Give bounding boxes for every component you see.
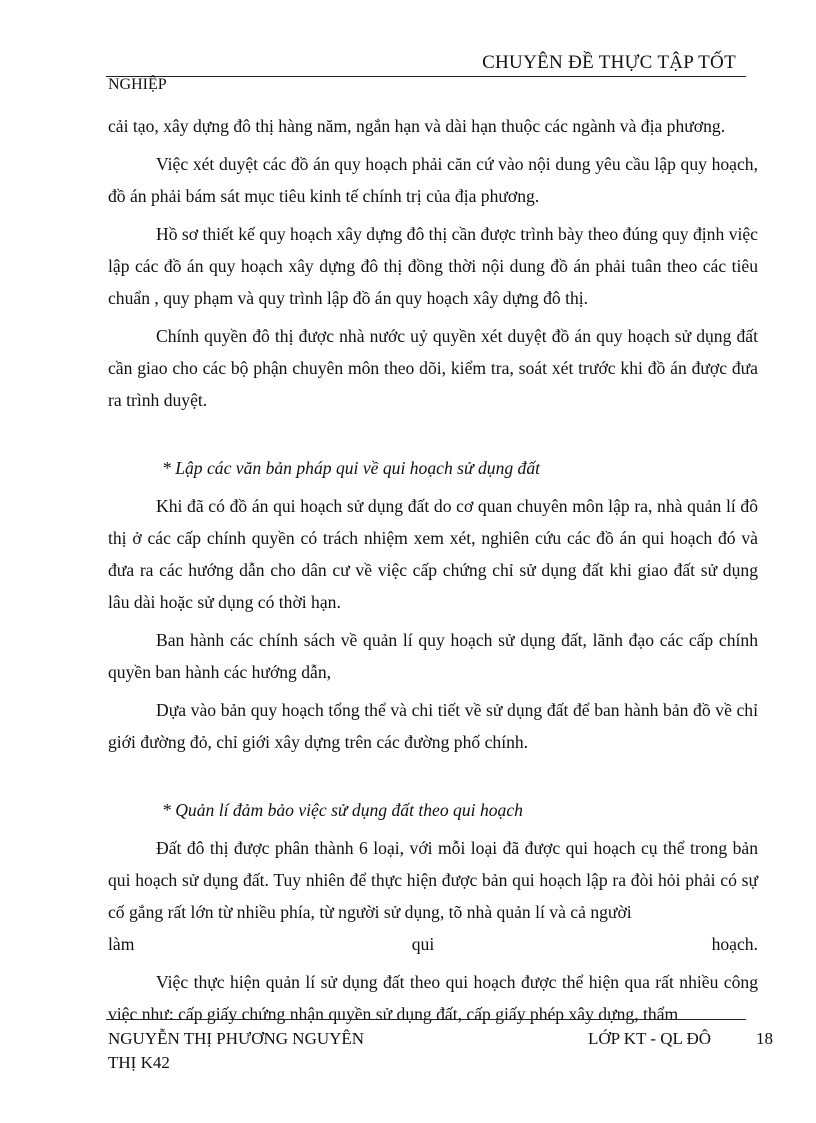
- section-heading-legal-documents: * Lập các văn bản pháp qui về qui hoạch sử dụng đất: [162, 458, 541, 478]
- footer-author-line-2: THỊ K42: [108, 1053, 170, 1072]
- paragraph-4: Chính quyền đô thị được nhà nước uỷ quyền xét duyệt đồ án quy hoạch sử dụng đất cần giao cho các bộ phận chuyên môn theo dõi, kiểm tra, soát xét trước khi đồ án được đưa ra trình duyệt.: [108, 326, 758, 410]
- paragraph-9: Việc thực hiện quản lí sử dụng đất theo qui hoạch được thể hiện qua rất nhiều công việc như: cấp giấy chứng nhận quyền sử dụng đất, cấp giấy phép xây dựng, thẩm: [108, 972, 758, 1024]
- paragraph-1: cải tạo, xây dựng đô thị hàng năm, ngắn hạn và dài hạn thuộc các ngành và địa phương.: [108, 116, 726, 136]
- footer-class: LỚP KT - QL ĐÔ: [588, 1029, 712, 1048]
- paragraph-2: Việc xét duyệt các đồ án quy hoạch phải căn cứ vào nội dung yêu cầu lập quy hoạch, đồ án phải bám sát mục tiêu kinh tế chính trị của địa phương.: [108, 154, 758, 206]
- header-title-continuation: NGHIỆP: [108, 76, 167, 93]
- paragraph-7: Dựa vào bản quy hoạch tổng thể và chi tiết về sử dụng đất để ban hành bản đồ về chỉ giới đường đỏ, chỉ giới xây dựng trên các đường phố chính.: [108, 700, 758, 752]
- header-divider: [106, 76, 746, 77]
- footer-divider: [106, 1019, 746, 1020]
- paragraph-6: Ban hành các chính sách về quản lí quy hoạch sử dụng đất, lãnh đạo các cấp chính quyền ban hành các hướng dẫn,: [108, 630, 758, 682]
- page-body: [108, 110, 758, 1036]
- section-heading-land-use-management: * Quản lí đảm bảo việc sử dụng đất theo qui hoạch: [162, 800, 523, 820]
- paragraph-8: Đất đô thị được phân thành 6 loại, với mỗi loại đã được qui hoạch cụ thể trong bản qui hoạch sử dụng đất. Tuy nhiên để thực hiện được bản qui hoạch lập ra đòi hỏi phải có sự cố gắng rất lớn từ nhiều phía, từ người sử dụng, tõ nhà quản lí và cả người: [108, 838, 758, 922]
- page-number: 18: [756, 1029, 773, 1048]
- footer-author-line-1: NGUYỄN THỊ PHƯƠNG NGUYÊN: [108, 1029, 365, 1048]
- paragraph-8-last-line: làm qui hoạch.: [108, 934, 758, 954]
- footer-author: [108, 1027, 364, 1075]
- paragraph-3: Hồ sơ thiết kế quy hoạch xây dựng đô thị cần được trình bày theo đúng quy định việc lập các đồ án quy hoạch xây dựng đô thị đồng thời nội dung đồ án phải tuân theo các tiêu chuẩn , quy phạm và quy trình lập đồ án quy hoạch xây dựng đô thị.: [108, 224, 758, 308]
- header-title: CHUYÊN ĐỀ THỰC TẬP TỐT: [482, 52, 736, 73]
- paragraph-5: Khi đã có đồ án qui hoạch sử dụng đất do cơ quan chuyên môn lập ra, nhà quản lí đô thị ở các cấp chính quyền có trách nhiệm xem xét, nghiên cứu các đồ án qui hoạch đó và đưa ra các hướng dẫn cho dân cư về việc cấp chứng chỉ sử dụng đất khi giao đất sử dụng lâu dài hoặc sử dụng có thời hạn.: [108, 496, 758, 612]
